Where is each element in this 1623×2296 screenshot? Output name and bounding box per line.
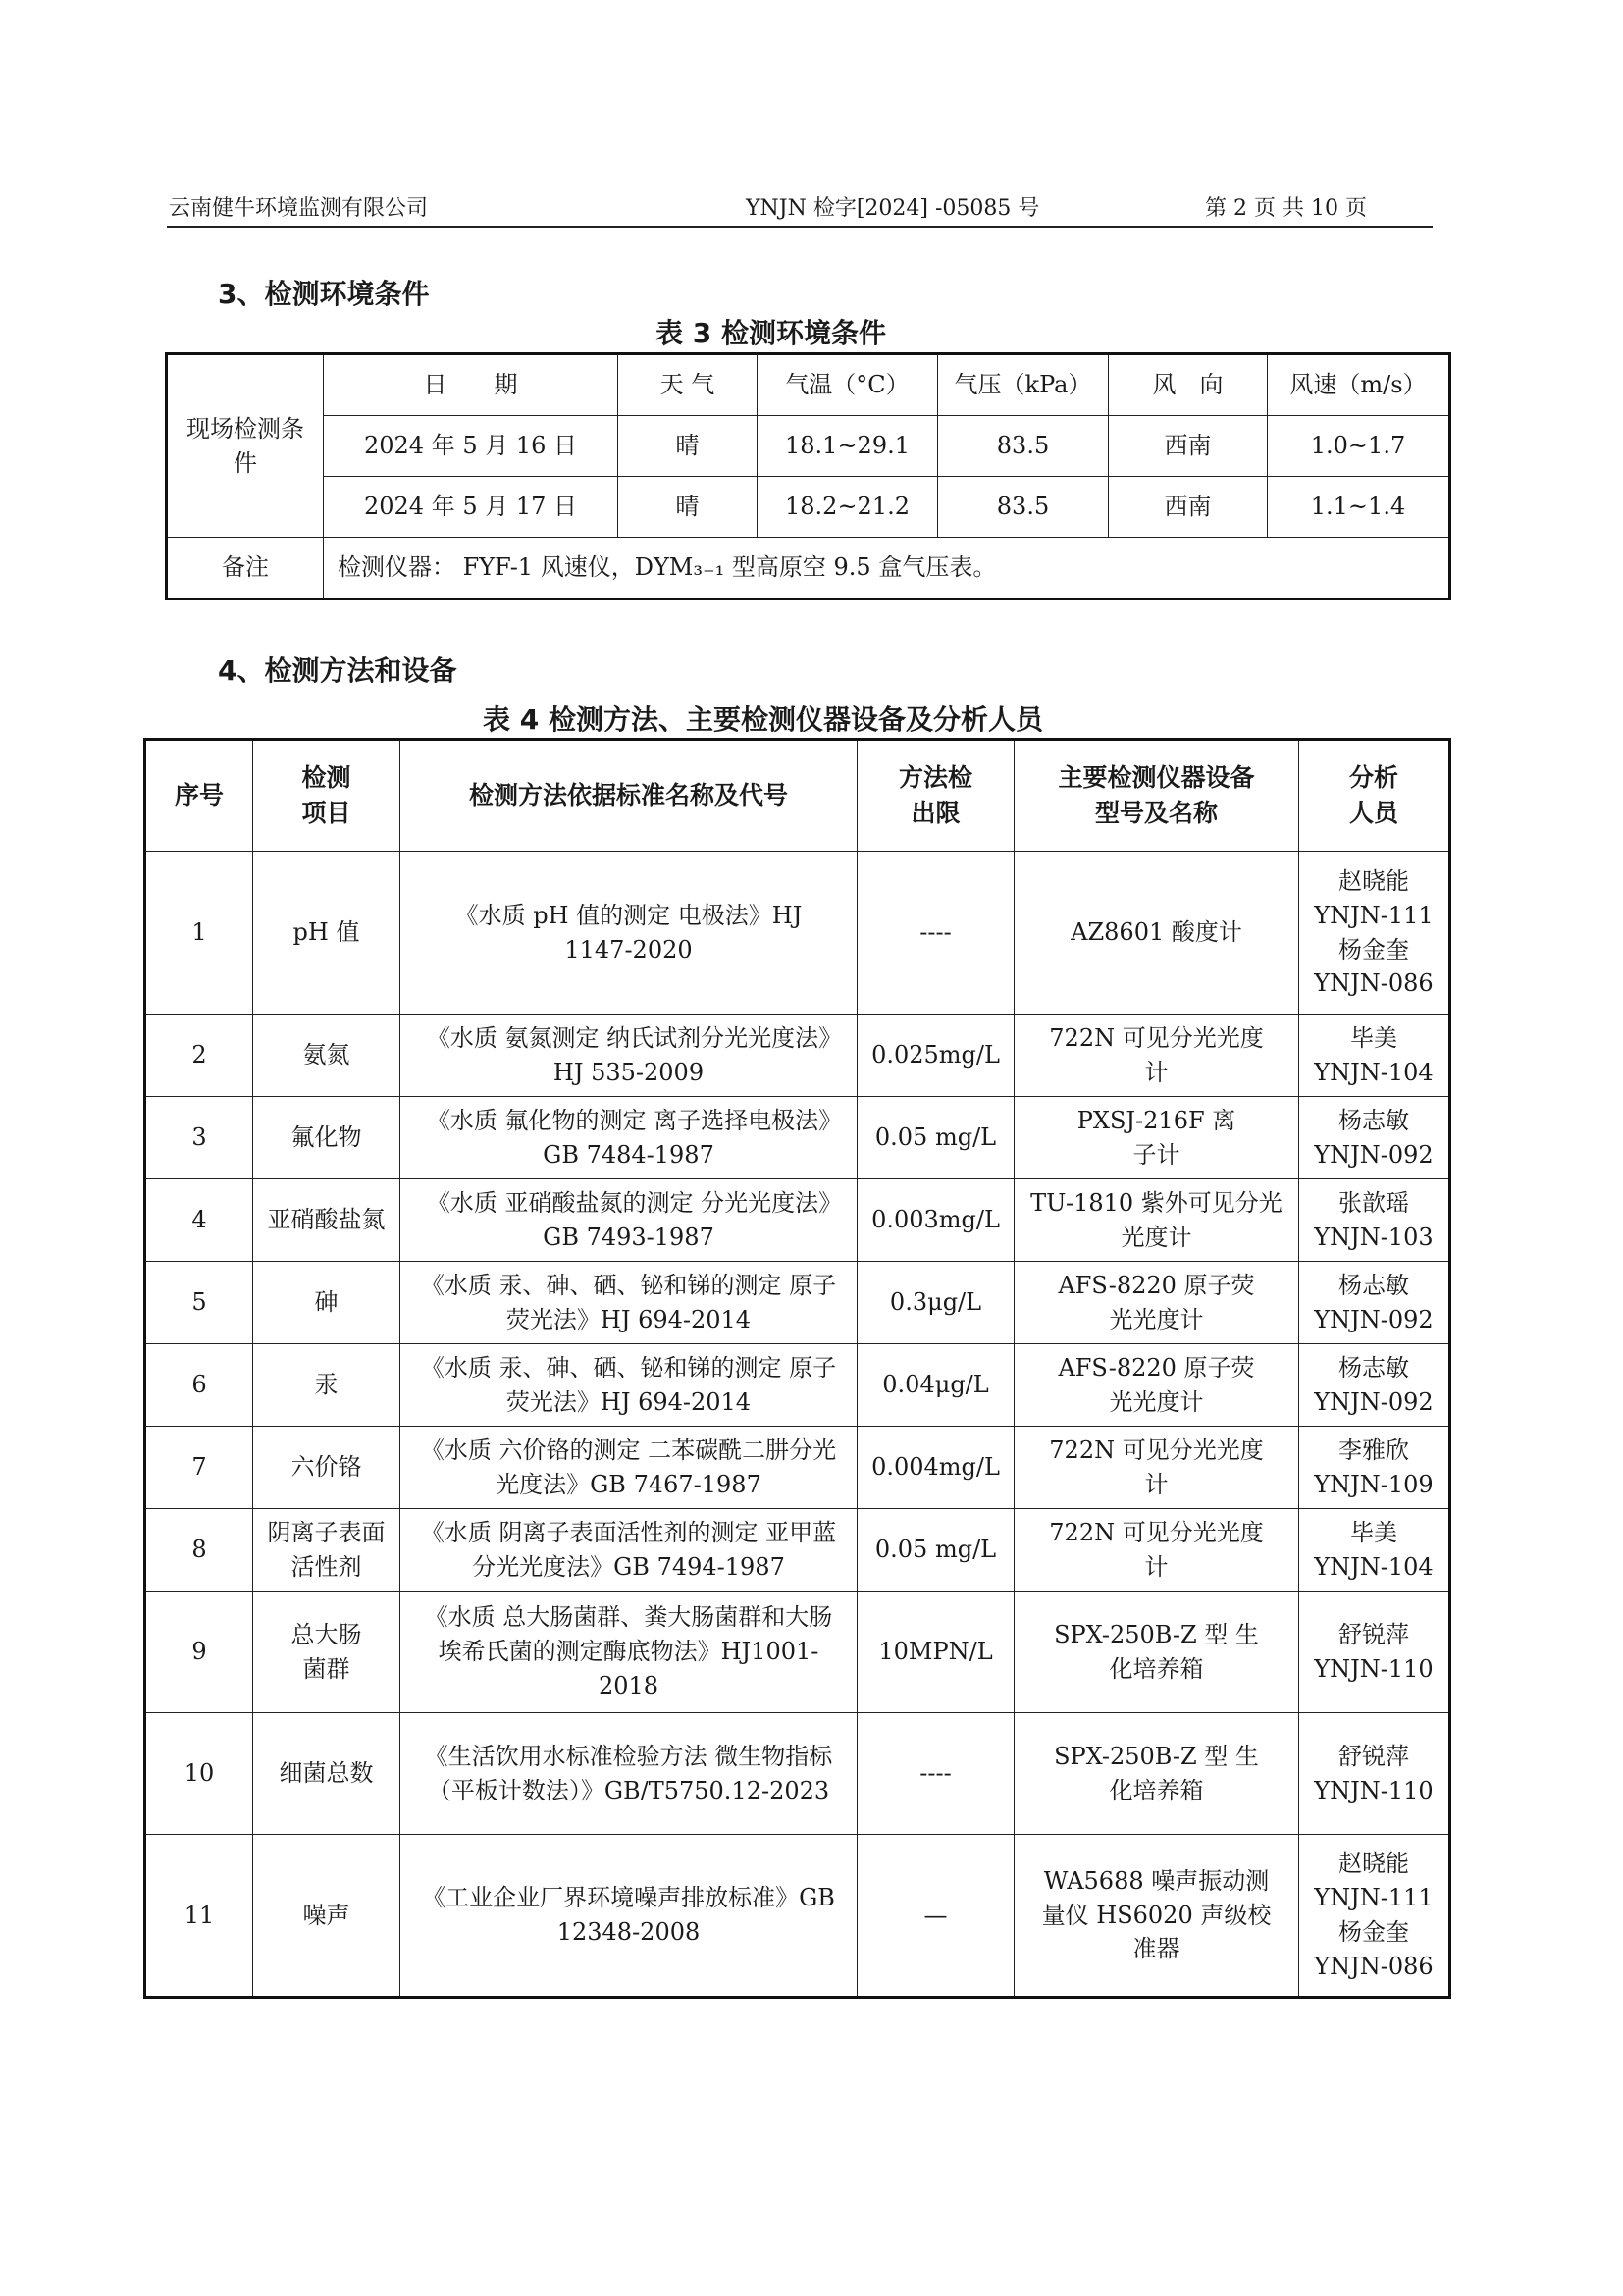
cell-date: 2024 年 5 月 17 日 — [324, 477, 618, 538]
cell-analyst: 赵晓能 YNJN-111 杨金奎 YNJN-086 — [1299, 852, 1450, 1015]
cell-instrument: TU-1810 紫外可见分光光度计 — [1015, 1179, 1299, 1262]
cell-limit: 0.004mg/L — [858, 1427, 1015, 1509]
cell-item: 氨氮 — [253, 1015, 400, 1097]
cell-wind-direction: 西南 — [1109, 477, 1268, 538]
header-wind-direction: 风 向 — [1109, 354, 1268, 416]
cell-limit: 0.05 mg/L — [858, 1509, 1015, 1592]
page-number: 第 2 页 共 10 页 — [1205, 196, 1367, 221]
section-3-title: 3、检测环境条件 — [218, 278, 430, 310]
cell-pressure: 83.5 — [938, 416, 1109, 477]
cell-item: 氟化物 — [253, 1097, 400, 1179]
header-item: 检测项目 — [253, 740, 400, 852]
cell-analyst: 舒锐萍 YNJN-110 — [1299, 1592, 1450, 1713]
page-header — [167, 192, 1433, 228]
header-analyst: 分析人员 — [1299, 740, 1450, 852]
cell-wind-speed: 1.0~1.7 — [1268, 416, 1450, 477]
table-row — [167, 416, 1450, 477]
table-row — [145, 1344, 1450, 1427]
table-row — [145, 1713, 1450, 1835]
cell-no: 3 — [145, 1097, 253, 1179]
cell-analyst: 杨志敏 YNJN-092 — [1299, 1097, 1450, 1179]
table-3-caption: 表 3 检测环境条件 — [655, 317, 886, 349]
remark-text: 检测仪器： FYF-1 风速仪，DYM₃₋₁ 型高原空 9.5 盒气压表。 — [324, 538, 1450, 600]
cell-method: 《水质 阴离子表面活性剂的测定 亚甲蓝分光光度法》GB 7494-1987 — [400, 1509, 858, 1592]
header-weather: 天 气 — [618, 354, 758, 416]
table-row — [167, 538, 1450, 600]
cell-item: 亚硝酸盐氮 — [253, 1179, 400, 1262]
report-number: YNJN 检字[2024] -05085 号 — [746, 196, 1040, 221]
environment-conditions-table — [165, 352, 1451, 600]
header-method: 检测方法依据标准名称及代号 — [400, 740, 858, 852]
cell-instrument: PXSJ-216F 离子计 — [1015, 1097, 1299, 1179]
cell-analyst: 毕美 YNJN-104 — [1299, 1509, 1450, 1592]
table-row — [145, 1015, 1450, 1097]
cell-method: 《水质 氟化物的测定 离子选择电极法》GB 7484-1987 — [400, 1097, 858, 1179]
cell-instrument: AFS-8220 原子荧光光度计 — [1015, 1344, 1299, 1427]
cell-no: 2 — [145, 1015, 253, 1097]
header-temperature: 气温（°C） — [758, 354, 938, 416]
cell-limit: 0.003mg/L — [858, 1179, 1015, 1262]
cell-no: 7 — [145, 1427, 253, 1509]
header-no: 序号 — [145, 740, 253, 852]
cell-limit: ---- — [858, 1713, 1015, 1835]
cell-no: 10 — [145, 1713, 253, 1835]
cell-wind-speed: 1.1~1.4 — [1268, 477, 1450, 538]
cell-item: 细菌总数 — [253, 1713, 400, 1835]
table-row — [145, 1179, 1450, 1262]
header-limit: 方法检出限 — [858, 740, 1015, 852]
cell-method: 《水质 汞、砷、硒、铋和锑的测定 原子荧光法》HJ 694-2014 — [400, 1262, 858, 1344]
cell-limit: 0.04μg/L — [858, 1344, 1015, 1427]
company-name: 云南健牛环境监测有限公司 — [169, 196, 429, 221]
cell-item: 六价铬 — [253, 1427, 400, 1509]
cell-analyst: 张歆瑶 YNJN-103 — [1299, 1179, 1450, 1262]
cell-temperature: 18.1~29.1 — [758, 416, 938, 477]
cell-wind-direction: 西南 — [1109, 416, 1268, 477]
cell-pressure: 83.5 — [938, 477, 1109, 538]
cell-no: 1 — [145, 852, 253, 1015]
cell-weather: 晴 — [618, 477, 758, 538]
cell-item: 汞 — [253, 1344, 400, 1427]
cell-weather: 晴 — [618, 416, 758, 477]
table-header-row — [145, 740, 1450, 852]
cell-instrument: WA5688 噪声振动测量仪 HS6020 声级校准器 — [1015, 1835, 1299, 1998]
methods-equipment-table — [143, 738, 1451, 1999]
remark-label: 备注 — [167, 538, 324, 600]
cell-analyst: 杨志敏 YNJN-092 — [1299, 1262, 1450, 1344]
cell-no: 4 — [145, 1179, 253, 1262]
cell-instrument: SPX-250B-Z 型 生化培养箱 — [1015, 1713, 1299, 1835]
cell-method: 《水质 六价铬的测定 二苯碳酰二肼分光光度法》GB 7467-1987 — [400, 1427, 858, 1509]
cell-instrument: 722N 可见分光光度计 — [1015, 1015, 1299, 1097]
table-row — [167, 354, 1450, 416]
cell-method: 《水质 总大肠菌群、粪大肠菌群和大肠埃希氏菌的测定酶底物法》HJ1001-2018 — [400, 1592, 858, 1713]
table-row — [167, 477, 1450, 538]
table-4-caption: 表 4 检测方法、主要检测仪器设备及分析人员 — [483, 704, 1043, 736]
cell-instrument: AZ8601 酸度计 — [1015, 852, 1299, 1015]
header-date: 日 期 — [324, 354, 618, 416]
header-instrument: 主要检测仪器设备型号及名称 — [1015, 740, 1299, 852]
cell-method: 《生活饮用水标准检验方法 微生物指标（平板计数法）》GB/T5750.12-2023 — [400, 1713, 858, 1835]
field-conditions-label: 现场检测条件 — [167, 354, 324, 538]
cell-analyst: 杨志敏 YNJN-092 — [1299, 1344, 1450, 1427]
cell-method: 《水质 亚硝酸盐氮的测定 分光光度法》GB 7493-1987 — [400, 1179, 858, 1262]
cell-limit: 0.025mg/L — [858, 1015, 1015, 1097]
cell-analyst: 舒锐萍 YNJN-110 — [1299, 1713, 1450, 1835]
cell-limit: 10MPN/L — [858, 1592, 1015, 1713]
cell-date: 2024 年 5 月 16 日 — [324, 416, 618, 477]
cell-limit: 0.3μg/L — [858, 1262, 1015, 1344]
table-row — [145, 1592, 1450, 1713]
cell-analyst: 赵晓能 YNJN-111 杨金奎 YNJN-086 — [1299, 1835, 1450, 1998]
cell-instrument: 722N 可见分光光度计 — [1015, 1427, 1299, 1509]
cell-limit: ---- — [858, 852, 1015, 1015]
cell-item: pH 值 — [253, 852, 400, 1015]
cell-no: 11 — [145, 1835, 253, 1998]
cell-no: 9 — [145, 1592, 253, 1713]
section-4-title: 4、检测方法和设备 — [218, 654, 457, 687]
table-row — [145, 1427, 1450, 1509]
table-row — [145, 852, 1450, 1015]
cell-analyst: 李雅欣 YNJN-109 — [1299, 1427, 1450, 1509]
cell-no: 8 — [145, 1509, 253, 1592]
header-pressure: 气压（kPa） — [938, 354, 1109, 416]
cell-method: 《水质 pH 值的测定 电极法》HJ 1147-2020 — [400, 852, 858, 1015]
cell-no: 6 — [145, 1344, 253, 1427]
table-row — [145, 1835, 1450, 1998]
cell-limit: — — [858, 1835, 1015, 1998]
table-row — [145, 1097, 1450, 1179]
table-row — [145, 1509, 1450, 1592]
cell-instrument: AFS-8220 原子荧光光度计 — [1015, 1262, 1299, 1344]
cell-instrument: 722N 可见分光光度计 — [1015, 1509, 1299, 1592]
cell-temperature: 18.2~21.2 — [758, 477, 938, 538]
cell-instrument: SPX-250B-Z 型 生化培养箱 — [1015, 1592, 1299, 1713]
cell-no: 5 — [145, 1262, 253, 1344]
header-wind-speed: 风速（m/s） — [1268, 354, 1450, 416]
cell-item: 砷 — [253, 1262, 400, 1344]
cell-analyst: 毕美 YNJN-104 — [1299, 1015, 1450, 1097]
cell-item: 阴离子表面活性剂 — [253, 1509, 400, 1592]
cell-method: 《工业企业厂界环境噪声排放标准》GB 12348-2008 — [400, 1835, 858, 1998]
cell-item: 总大肠菌群 — [253, 1592, 400, 1713]
cell-limit: 0.05 mg/L — [858, 1097, 1015, 1179]
cell-method: 《水质 汞、砷、硒、铋和锑的测定 原子荧光法》HJ 694-2014 — [400, 1344, 858, 1427]
cell-item: 噪声 — [253, 1835, 400, 1998]
table-row — [145, 1262, 1450, 1344]
cell-method: 《水质 氨氮测定 纳氏试剂分光光度法》HJ 535-2009 — [400, 1015, 858, 1097]
